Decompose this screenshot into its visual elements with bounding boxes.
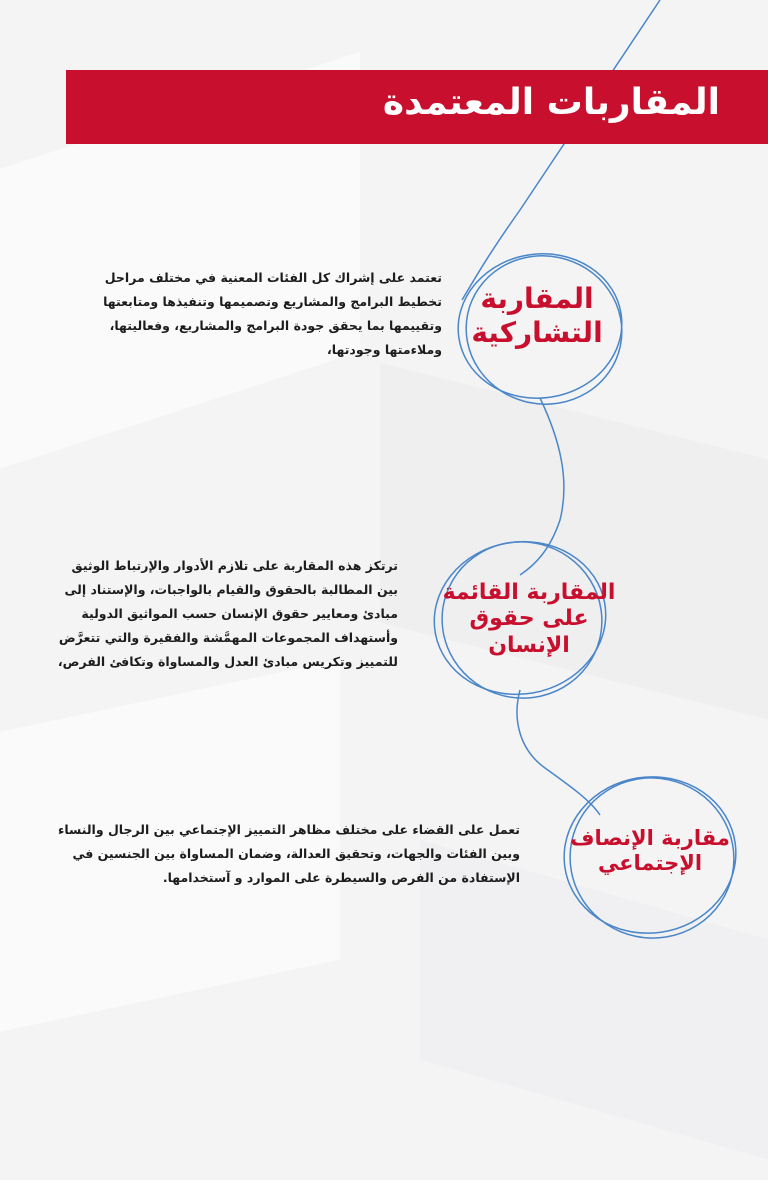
section-body-participatory (103, 266, 442, 362)
body-line: وتقييمها بما يحقق جودة البرامج والمشاريع، وفعاليتها، (109, 318, 442, 333)
body-line: وأستهداف المجموعات المهمَّشة والفقيرة والتي تتعرَّض (58, 630, 398, 645)
page-title: المقاربات المعتمدة (382, 82, 720, 123)
body-line: تخطيط البرامج والمشاريع وتصميمها وتنفيذها ومتابعتها (103, 294, 442, 309)
section-label-line: الإنسان (488, 632, 570, 658)
section-body-social-equity (58, 818, 520, 890)
section-label-line: المقاربة (480, 282, 594, 315)
connector-curve (517, 690, 600, 815)
body-line: بين المطالبة بالحقوق والقيام بالواجبات، والإستناد إلى (64, 582, 398, 597)
body-line: تعتمد على إشراك كل الفئات المعنية في مختلف مراحل (104, 270, 442, 285)
body-line: وملاءمتها وجودتها، (327, 342, 442, 357)
header-banner (66, 70, 768, 144)
section-label-line: على حقوق (469, 606, 589, 632)
section-label-participatory (462, 282, 612, 349)
section-label-line: الإجتماعي (597, 851, 703, 876)
body-line: وبين الفئات والجهات، وتحقيق العدالة، وضمان المساواة بين الجنسين في (72, 846, 520, 861)
body-line: مبادئ ومعايير حقوق الإنسان حسب المواثيق الدولية (81, 606, 398, 621)
section-label-human-rights (440, 580, 618, 659)
body-line: للتمييز وتكريس مبادئ العدل والمساواة وتكافئ الفرص، (57, 654, 398, 669)
section-label-line: مقاربة الإنصاف (570, 826, 730, 850)
body-line: ترتكز هذه المقاربة على تلازم الأدوار والإرتباط الوثيق (71, 558, 398, 573)
section-label-line: التشاركية (471, 315, 603, 349)
body-line: الإستفادة من الفرص والسيطرة على الموارد و آستخدامها. (162, 870, 520, 885)
section-label-social-equity (566, 826, 734, 876)
section-body-human-rights (58, 554, 398, 674)
body-line: تعمل على القضاء على مختلف مظاهر التمييز الإجتماعي بين الرجال والنساء (57, 822, 520, 837)
section-label-line: المقاربة القائمة (442, 580, 616, 605)
